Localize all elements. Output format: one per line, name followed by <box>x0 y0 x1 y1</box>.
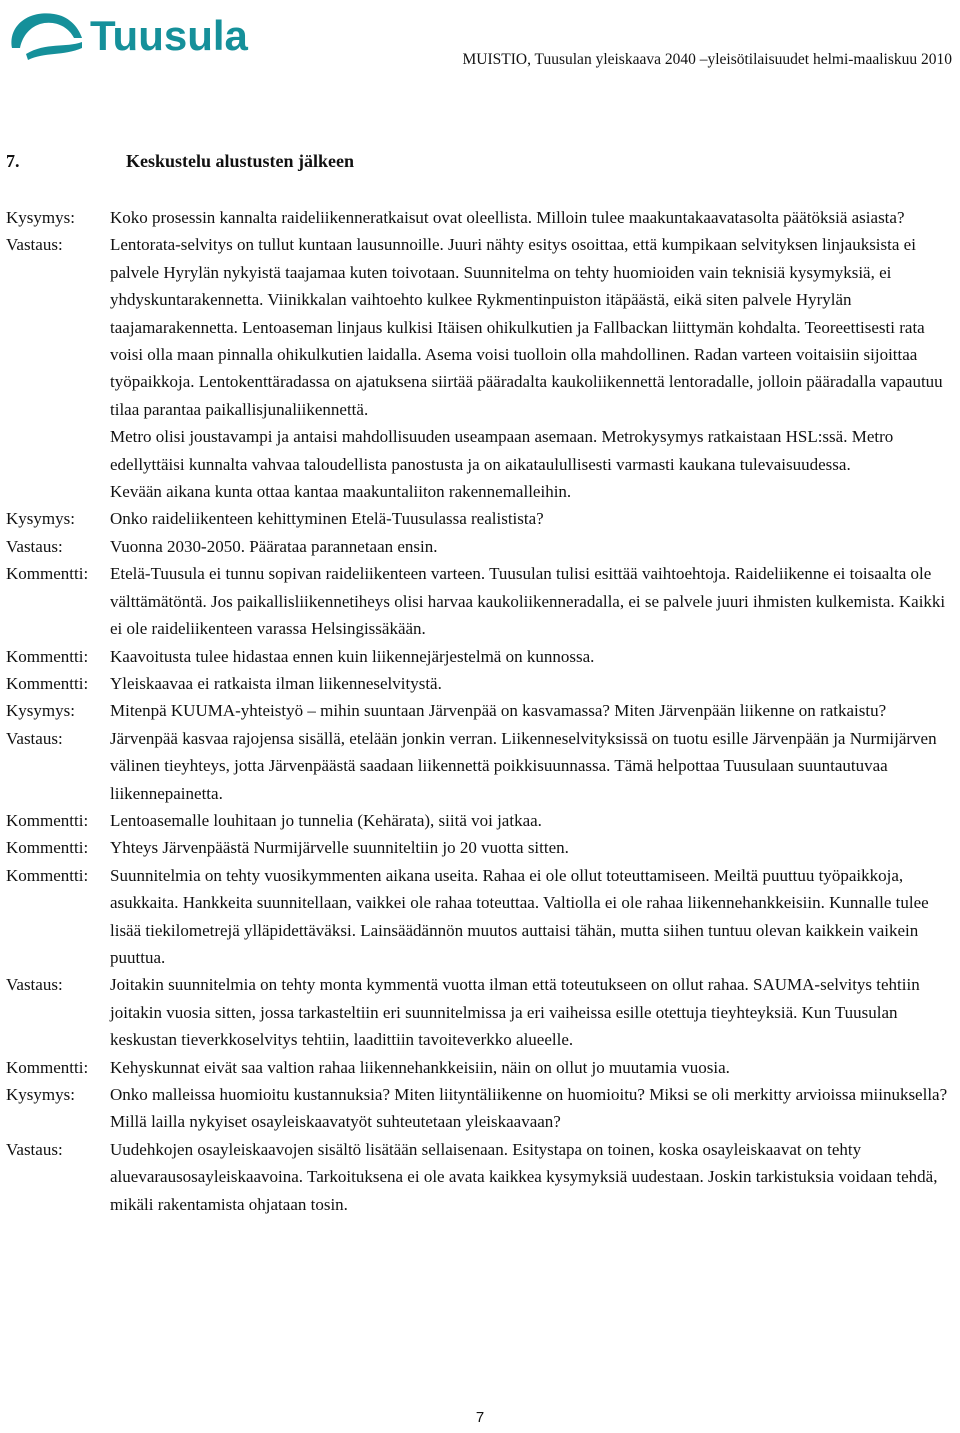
logo-text: Tuusula <box>90 12 248 59</box>
entry-text: Uudehkojen osayleiskaavojen sisältö lisätään sellaisenaan. Esitystapa on toinen, koska osayleiskaavat on tehty aluevarausosayleiskaavoina. Tarkoituksena ei ole avata kaikkea kysymyksiä uudestaan. Joskin tarkistuksia voidaan tehdä, mikäli rakentamista ohjataan tosin. <box>110 1139 938 1214</box>
document-header-title: MUISTIO, Tuusulan yleiskaava 2040 –yleisötilaisuudet helmi-maaliskuu 2010 <box>462 51 952 68</box>
discussion-entry <box>6 670 956 697</box>
discussion-entry <box>6 862 956 972</box>
entry-text: Järvenpää kasvaa rajojensa sisällä, etelään jonkin verran. Liikenneselvityksissä on tuotu esille Järvenpään ja Nurmijärven välinen tieyhteys, jotta Järvenpäästä saadaan liikennettä poikkisuunnassa. Tämä helpottaa Tuusulaan suuntautuvaa liikennepainetta. <box>110 728 937 803</box>
entry-label: Kommentti: <box>6 1057 89 1077</box>
discussion-entry <box>6 834 956 861</box>
entry-text: Onko malleissa huomioitu kustannuksia? Miten liityntäliikenne on huomioitu? Miksi se oli merkitty arvioissa miinuksella? Millä lailla nykyiset osayleiskaavatyöt suhteutetaan yleiskaavaan? <box>110 1085 948 1132</box>
discussion-entry <box>6 1054 956 1081</box>
entry-label: Kysymys: <box>6 208 75 227</box>
page-number: 7 <box>475 1409 485 1426</box>
discussion-entry <box>6 697 956 724</box>
discussion-entry <box>6 560 956 642</box>
entry-label <box>6 478 110 505</box>
entry-text: Koko prosessin kannalta raideliikenneratkaisut ovat oleellista. Milloin tulee maakuntakaavatasolta päätöksiä asiasta? <box>110 208 905 227</box>
entry-label: Vastaus: <box>6 235 63 255</box>
section-heading <box>6 151 354 172</box>
discussion-entry <box>6 643 956 670</box>
discussion-entry <box>6 971 956 1053</box>
entry-label: Kommentti: <box>6 810 89 830</box>
entry-label: Kommentti: <box>6 564 89 584</box>
discussion-entry <box>6 231 956 423</box>
entry-label: Kommentti: <box>6 646 89 666</box>
discussion-entry <box>6 423 956 478</box>
discussion-entry <box>6 533 956 560</box>
entry-text: Joitakin suunnitelmia on tehty monta kymmentä vuotta ilman että toteutukseen on ollut rahaa. SAUMA-selvitys tehtiin joitakin vuosia sitten, jossa tarkasteltiin eri suunnitelmissa ja eri vaiheissa esille otettuja tieyhteyksiä. Kun Tuusulan keskustan tieverkkoselvitys tehtiin, laadittiin tavoiteverkko alueelle. <box>110 975 920 1050</box>
entry-text: Suunnitelmia on tehty vuosikymmenten aikana useita. Rahaa ei ole ollut toteuttamiseen. Meiltä puuttuu työpaikkoja, asukkaita. Hankkeita suunnitellaan, vaikkei ole rahaa toteuttaa. Valtiolla ei ole rahaa liikennehankkeisiin. Kunnalle tulee lisää tiekilometrejä ylläpidettäväksi. Lainsäädännön muutos auttaisi tähän, mutta siihen tuntuu olevan kaikkein vaikein puuttua. <box>110 865 929 967</box>
entry-text: Onko raideliikenteen kehittyminen Etelä-Tuusulassa realistista? <box>110 509 544 529</box>
tuusula-logo <box>6 4 296 64</box>
entry-label: Vastaus: <box>6 536 63 556</box>
discussion-entry <box>6 725 956 807</box>
discussion-entry <box>6 478 956 505</box>
entry-label <box>6 423 110 478</box>
entry-label: Kysymys: <box>6 1085 75 1104</box>
entry-text: Kehyskunnat eivät saa valtion rahaa liikennehankkeisiin, näin on ollut jo muutamia vuosia. <box>110 1057 730 1077</box>
page-header <box>0 0 960 80</box>
entry-label: Vastaus: <box>6 1139 63 1159</box>
discussion-entry <box>6 807 956 834</box>
section-number: 7. <box>6 151 20 171</box>
entry-label: Kysymys: <box>6 509 75 529</box>
entry-text: Yhteys Järvenpäästä Nurmijärvelle suunniteltiin jo 20 vuotta sitten. <box>110 838 569 858</box>
entry-label: Kommentti: <box>6 865 89 885</box>
section-title: Keskustelu alustusten jälkeen <box>126 151 355 171</box>
entry-text: Metro olisi joustavampi ja antaisi mahdollisuuden useampaan asemaan. Metrokysymys ratkaistaan HSL:ssä. Metro edellyttäisi kunnalta vahvaa taloudellista panostusta ja on aikataulullisesti varmasti kaukana tulevaisuudessa. <box>110 427 894 474</box>
discussion-entry <box>6 505 956 532</box>
entry-label: Vastaus: <box>6 728 63 748</box>
entry-label: Kommentti: <box>6 673 89 693</box>
discussion-entry <box>6 1136 956 1218</box>
discussion-entries <box>6 204 956 1218</box>
entry-text: Lentoasemalle louhitaan jo tunnelia (Kehärata), siitä voi jatkaa. <box>110 810 542 830</box>
discussion-entry <box>6 1081 956 1136</box>
entry-label: Kysymys: <box>6 701 75 721</box>
entry-text: Mitenpä KUUMA-yhteistyö – mihin suuntaan Järvenpää on kasvamassa? Miten Järvenpään liikenne on ratkaistu? <box>110 701 887 721</box>
entry-text: Lentorata-selvitys on tullut kuntaan lausunnoille. Juuri nähty esitys osoittaa, että kumpikaan selvityksen linjauksista ei palvele Hyrylän nykyistä taajamaa kuten toivotaan. Suunnitelma on tehty huomioiden vain teknisiä kysymyksiä, ei yhdyskuntarakennetta. Viinikkalan vaihtoehto kulkee Rykmentinpuiston itäpäästä, eikä siten palvele Hyrylän taajamarakennetta. Lentoaseman linjaus kulkisi Itäisen ohikulkutien ja Fallbackan liittymän kohdalta. Teoreettisesti rata voisi olla maan pinnalla ohikulkutien laidalla. Asema voisi tuolloin olla mahdollinen. Radan varteen voitaisiin sijoittaa työpaikkoja. Lentokenttäradassa on ajatuksena siirtää pääradalta kaukoliikennettä lentoradalle, jolloin pääradalla vapautuu tilaa parantaa paikallisjunaliikennettä. <box>110 235 943 419</box>
entry-text: Yleiskaavaa ei ratkaista ilman liikenneselvitystä. <box>110 673 442 693</box>
entry-text: Etelä-Tuusula ei tunnu sopivan raideliikenteen varteen. Tuusulan tulisi esittää vaihtoehtoja. Raideliikenne ei toisaalta ole välttämätöntä. Jos paikallisliikennetiheys olisi harvaa kaukoliikenneradalla, ei se palvele juuri ihmisten kulkemista. Kaikki ei ole raideliikenteen varassa Helsingissäkään. <box>110 564 946 639</box>
entry-text: Vuonna 2030-2050. Päärataa parannetaan ensin. <box>110 536 438 556</box>
logo-bird-icon <box>11 13 82 48</box>
entry-label: Vastaus: <box>6 975 63 995</box>
entry-label: Kommentti: <box>6 838 89 858</box>
discussion-entry <box>6 204 956 231</box>
entry-text: Kaavoitusta tulee hidastaa ennen kuin liikennejärjestelmä on kunnossa. <box>110 646 595 666</box>
entry-text: Kevään aikana kunta ottaa kantaa maakuntaliiton rakennemalleihin. <box>110 482 572 502</box>
